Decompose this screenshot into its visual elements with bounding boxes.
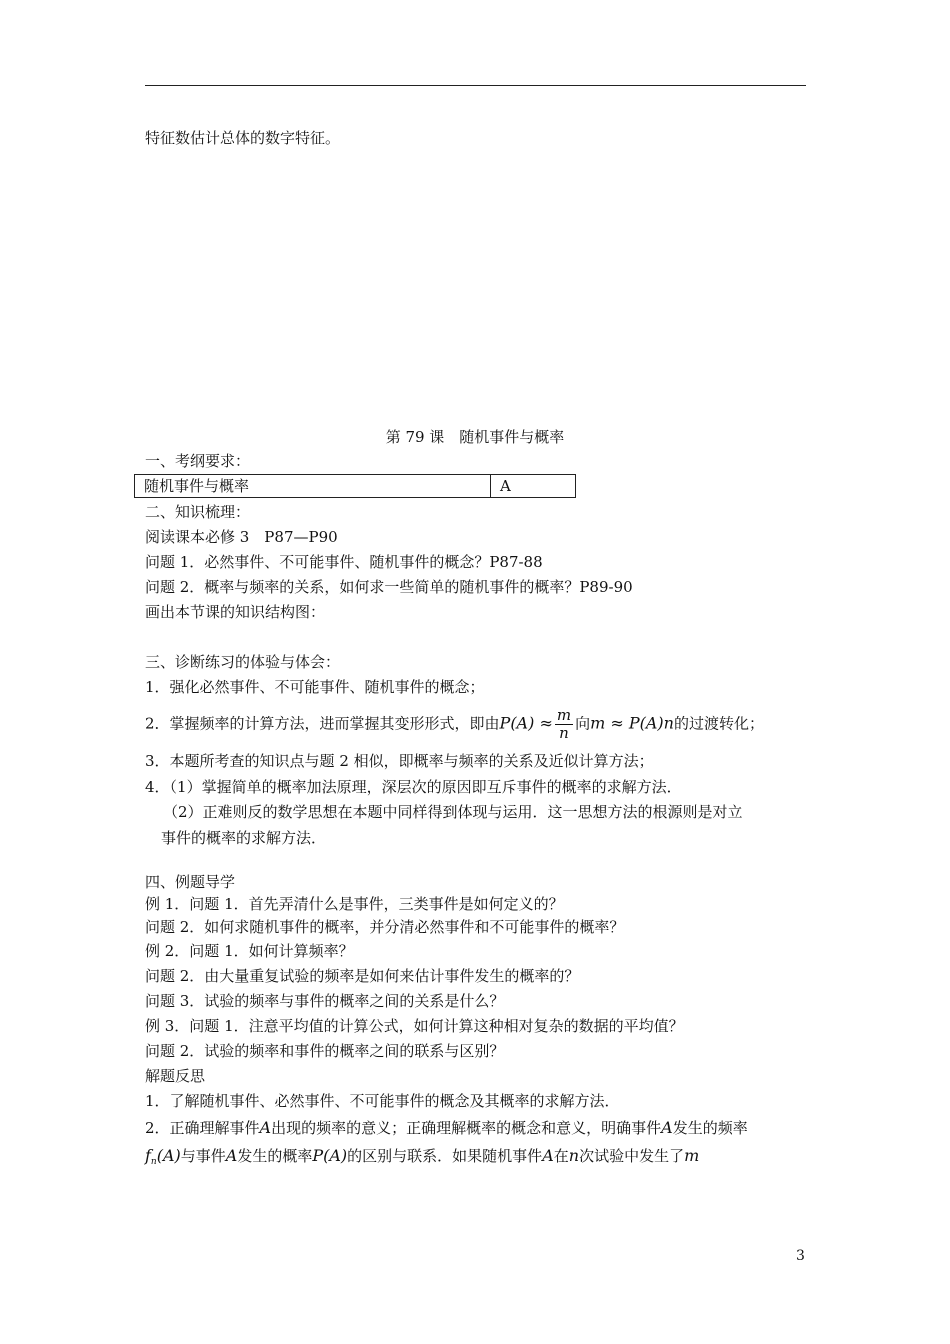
example-1: 例 1．问题 1．首先弄清什么是事件，三类事件是如何定义的？ <box>145 895 564 913</box>
reflection-3: $f_n(A)$与事件A发生的概率P(A)的区别与联系．如果随机事件A在n次试验中发生了m <box>145 1146 700 1167</box>
diagnosis-1: 1．强化必然事件、不可能事件、随机事件的概念； <box>145 678 485 696</box>
section-heading-3: 三、诊断练习的体验与体会： <box>145 653 341 671</box>
question-1: 问题 1．必然事件、不可能事件、随机事件的概念？P87-88 <box>145 553 543 571</box>
example-2-q2: 问题 2．由大量重复试验的频率是如何来估计事件发生的概率的？ <box>145 967 580 985</box>
lesson-title: 第 79 课 随机事件与概率 <box>385 428 565 446</box>
example-2: 例 2．问题 1．如何计算频率？ <box>145 942 354 960</box>
table-cell-level: A <box>491 475 576 498</box>
diagnosis-4a: 4．（1）掌握简单的概率加法原理，深层次的原因即互斥事件的概率的求解方法． <box>145 778 682 796</box>
reflection-heading: 解题反思 <box>145 1067 206 1085</box>
requirements-table <box>134 474 576 498</box>
diagnosis-2: 2．掌握频率的计算方法，进而掌握其变形形式，即由P(A) ≈ $\frac{m}{n}$ 向m ≈ P(A)n的过渡转化； <box>145 706 764 742</box>
formula-prob: P(A) ≈ <box>499 713 553 733</box>
example-2-q3: 问题 3．试验的频率与事件的概率之间的关系是什么？ <box>145 992 505 1010</box>
question-2: 问题 2．概率与频率的关系，如何求一些简单的随机事件的概率？P89-90 <box>145 578 633 596</box>
continued-text: 特征数估计总体的数字特征。 <box>145 129 341 147</box>
table-cell-topic: 随机事件与概率 <box>135 475 491 498</box>
section-heading-4: 四、例题导学 <box>145 873 236 891</box>
reading-line: 阅读课本必修 3 P87—P90 <box>145 528 338 546</box>
section-heading-2: 二、知识梳理： <box>145 503 251 521</box>
fraction: $\frac{m}{n}$ <box>556 706 572 742</box>
reflection-2: 2．正确理解事件A出现的频率的意义；正确理解概率的概念和意义，明确事件A发生的频率 <box>145 1118 748 1137</box>
header-rule <box>145 85 806 86</box>
draw-instruction: 画出本节课的知识结构图： <box>145 603 326 621</box>
example-3-q2: 问题 2．试验的频率和事件的概率之间的联系与区别？ <box>145 1042 505 1060</box>
table-row <box>135 475 576 498</box>
page-number: 3 <box>796 1248 805 1264</box>
example-3: 例 3．问题 1．注意平均值的计算公式，如何计算这种相对复杂的数据的平均值？ <box>145 1017 684 1035</box>
formula-m: m ≈ P(A)n <box>590 713 674 733</box>
diagnosis-4b: （2）正难则反的数学思想在本题中同样得到体现与运用．这一思想方法的根源则是对立 <box>163 803 743 821</box>
example-1-q2: 问题 2．如何求随机事件的概率，并分清必然事件和不可能事件的概率？ <box>145 918 625 936</box>
section-heading-1: 一、考纲要求： <box>145 452 251 470</box>
diagnosis-4c: 事件的概率的求解方法． <box>161 829 327 847</box>
diagnosis-3: 3．本题所考查的知识点与题 2 相似，即概率与频率的关系及近似计算方法； <box>145 752 654 770</box>
reflection-1: 1．了解随机事件、必然事件、不可能事件的概念及其概率的求解方法． <box>145 1092 620 1110</box>
